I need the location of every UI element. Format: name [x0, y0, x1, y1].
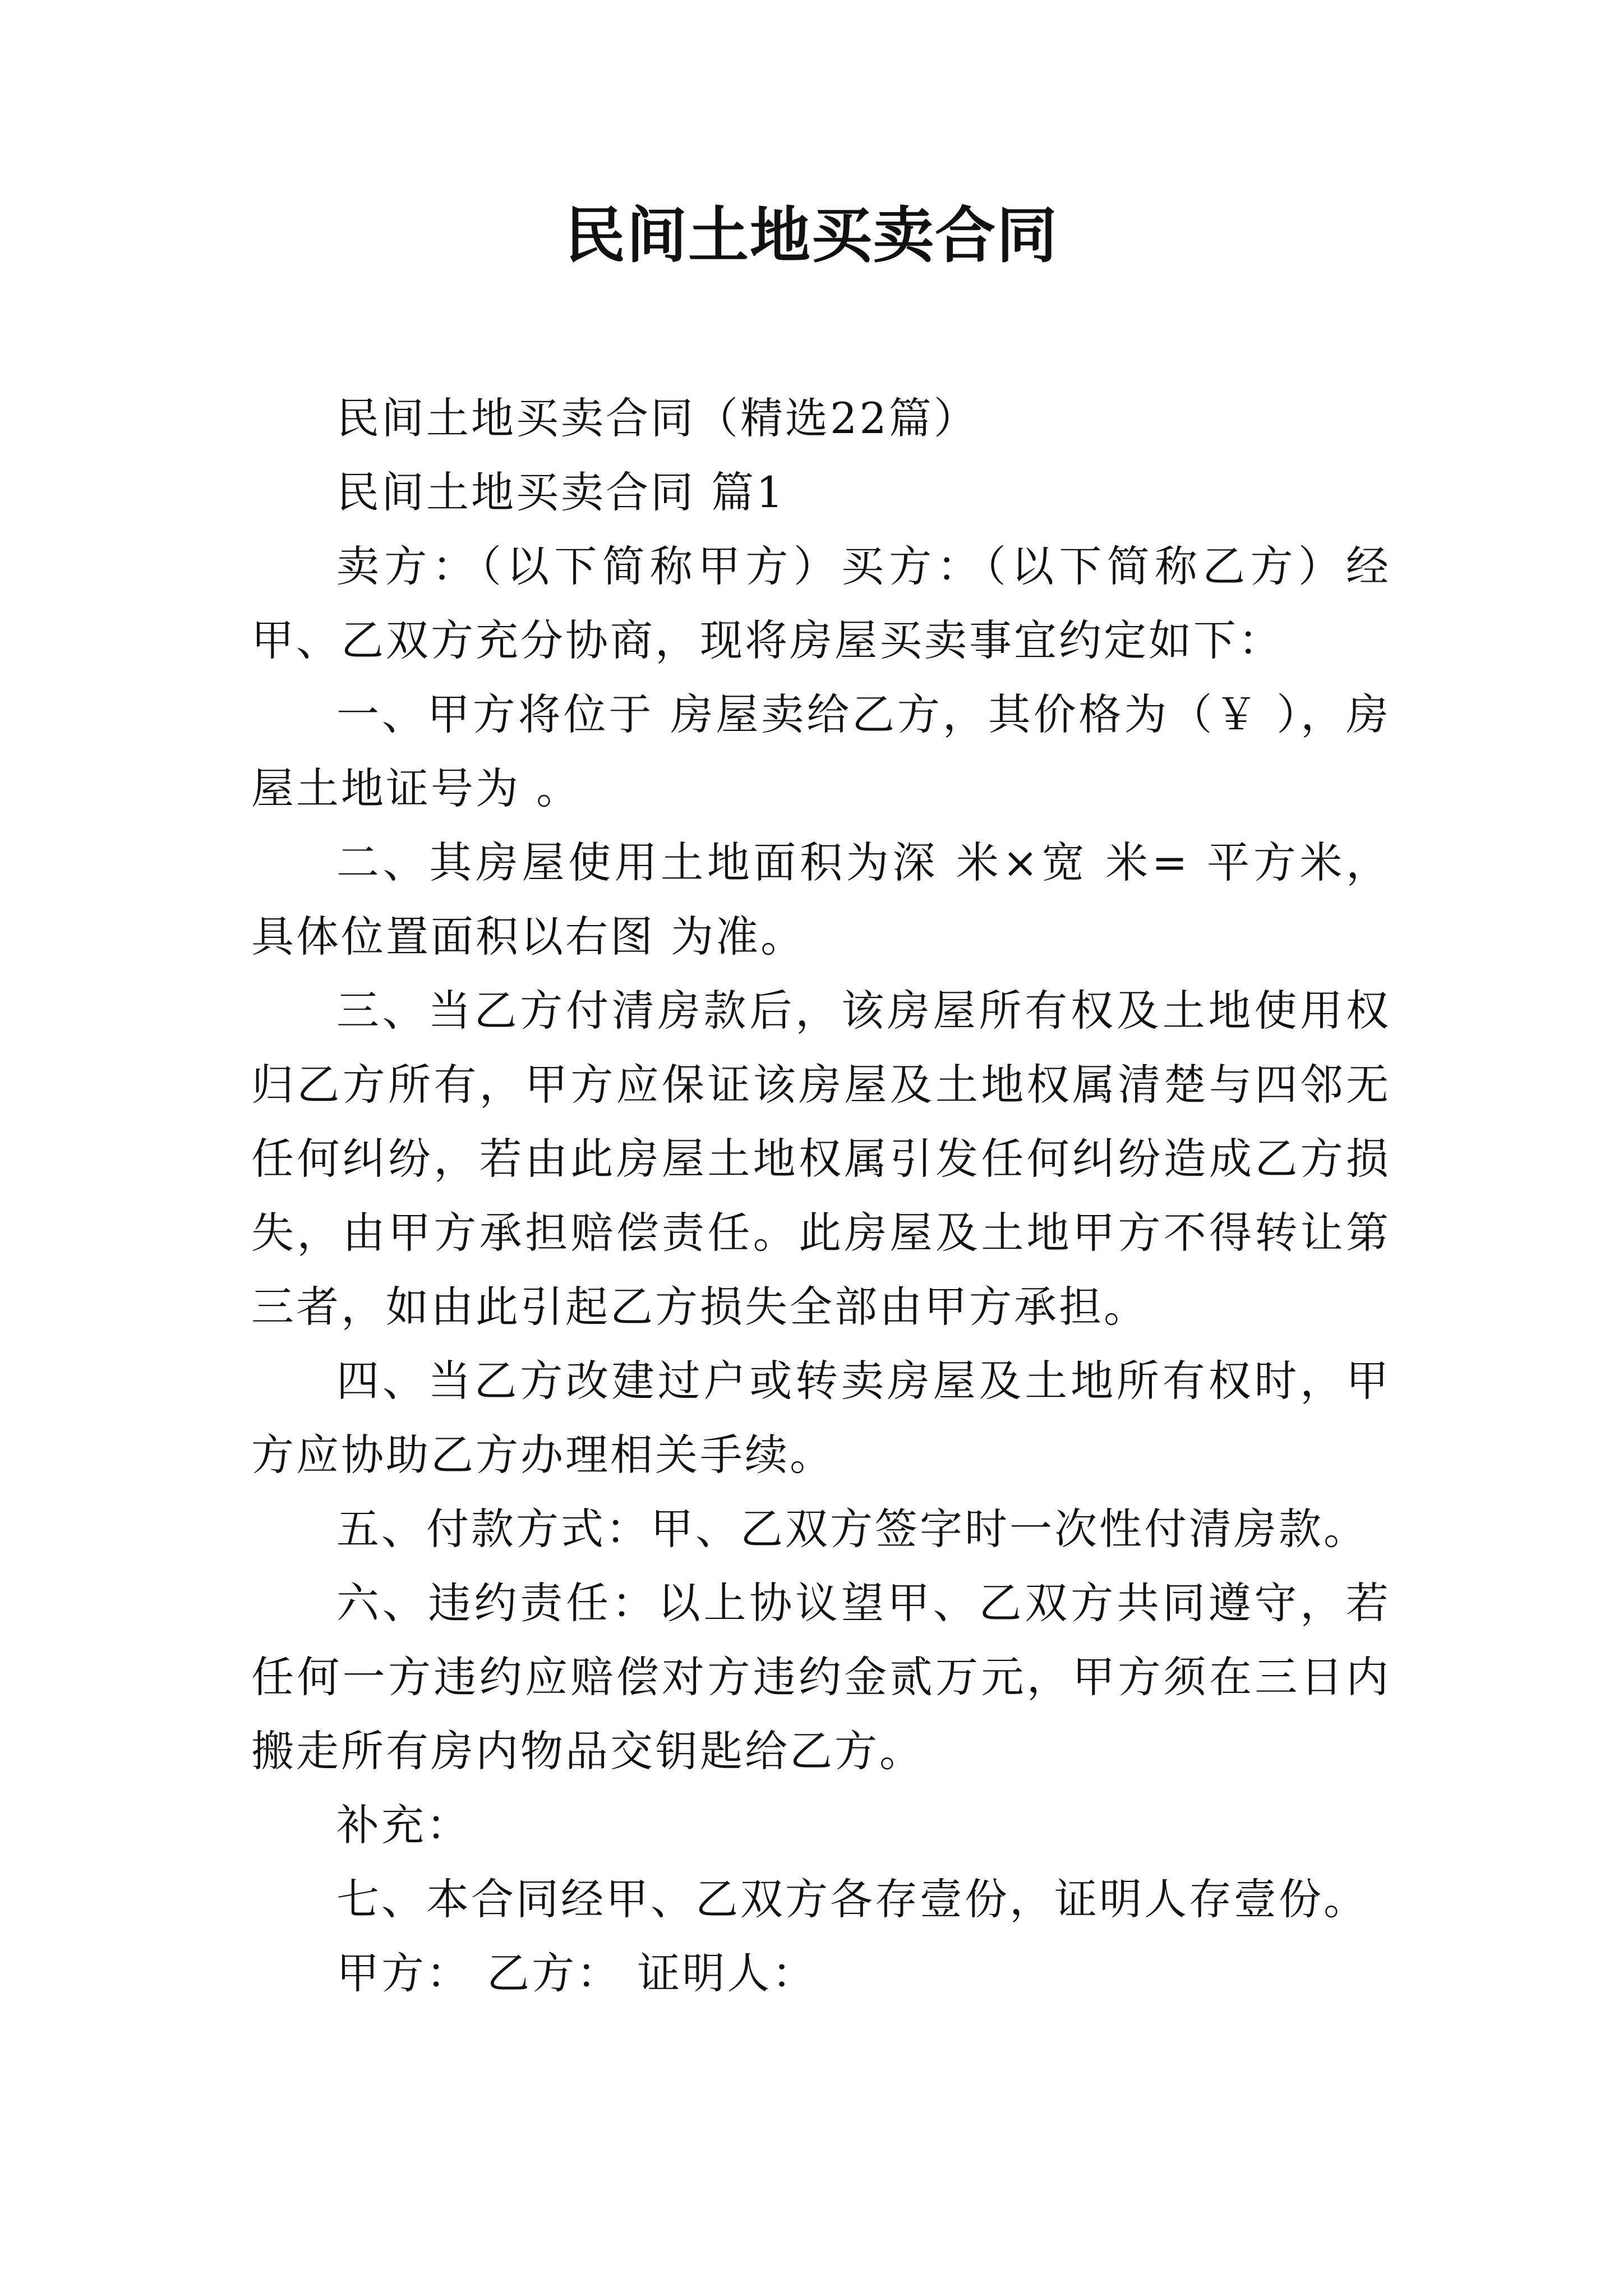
paragraph-clause-7: 七、本合同经甲、乙双方各存壹份，证明人存壹份。 [336, 1874, 1368, 1924]
document-body [251, 381, 1391, 2010]
paragraph-section-heading: 民间土地买卖合同 篇1 [336, 467, 786, 517]
paragraph-clause-1: 一、甲方将位于 房屋卖给乙方，其价格为（￥ ），房屋土地证号为 。 [251, 689, 1391, 813]
paragraph-signatures: 甲方： 乙方： 证明人： [336, 1948, 817, 1998]
paragraph-supplement: 补充： [336, 1800, 471, 1850]
paragraph-parties: 卖方：（以下简称甲方）买方：（以下简称乙方）经甲、乙双方充分协商，现将房屋买卖事宜约定如下： [251, 541, 1391, 665]
document-title: 民间土地买卖合同 [564, 200, 1058, 271]
paragraph-clause-4: 四、当乙方改建过户或转卖房屋及土地所有权时，甲方应协助乙方办理相关手续。 [251, 1356, 1391, 1480]
paragraph-clause-5: 五、付款方式：甲、乙双方签字时一次性付清房款。 [336, 1504, 1368, 1554]
paragraph-clause-3: 三、当乙方付清房款后，该房屋所有权及土地使用权归乙方所有，甲方应保证该房屋及土地权属清楚与四邻无任何纠纷，若由此房屋土地权属引发任何纠纷造成乙方损失，由甲方承担赔偿责任。此房屋及土地甲方不得转让第三者，如由此引起乙方损失全部由甲方承担。 [251, 986, 1391, 1332]
paragraph-clause-6: 六、违约责任：以上协议望甲、乙双方共同遵守，若任何一方违约应赔偿对方违约金贰万元，甲方须在三日内搬走所有房内物品交钥匙给乙方。 [251, 1578, 1391, 1776]
paragraph-clause-2: 二、其房屋使用土地面积为深 米×宽 米= 平方米，具体位置面积以右图 为准。 [251, 838, 1391, 961]
paragraph-subtitle: 民间土地买卖合同（精选22篇） [336, 393, 979, 443]
